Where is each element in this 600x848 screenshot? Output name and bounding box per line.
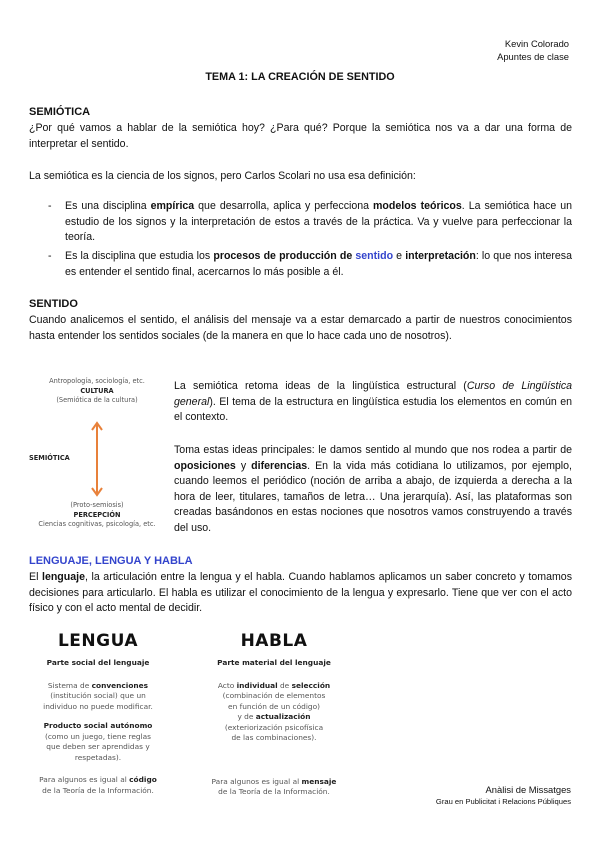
lengua-text: respetadas). (74, 752, 122, 762)
habla-desc-1 (199, 681, 349, 744)
bullet-bold: modelos teóricos (373, 200, 462, 212)
lengua-text: que deben ser aprendidas y (46, 742, 150, 751)
habla-text: Para algunos es igual al (211, 776, 302, 786)
lenguaje-text (29, 570, 572, 617)
structure-bold: diferencias (251, 459, 308, 472)
footer-degree: Grau en Publicitat i Relacions Públiques (435, 797, 571, 806)
structure-paragraph-1 (174, 379, 572, 426)
lengua-text: de la Teoría de la Información. (42, 785, 154, 795)
diagram-top-sub: (Semiótica de la cultura) (56, 396, 138, 404)
structure-paragraph-2 (174, 443, 572, 536)
diagram-bottom-sub: (Proto-semiosis) (70, 501, 124, 509)
bullet-text: Es la disciplina que estudia los (65, 250, 214, 262)
lengua-desc-1 (27, 681, 169, 713)
habla-column (199, 631, 349, 798)
bullet-text: e (393, 250, 406, 262)
habla-bold: actualización (255, 712, 311, 721)
lengua-bold: código (129, 775, 157, 784)
lengua-text: (institución social) que un (50, 691, 146, 700)
bullet-dash: - (48, 200, 52, 212)
sentido-text: Cuando analicemos el sentido, el análisis del mensaje va a estar demarcado a partir de nuestros conocimientos hasta entender los sentidos sociales (de la manera en que lo hace cada uno de nosotros). (29, 314, 572, 342)
double-arrow-icon (90, 421, 104, 497)
lengua-text: Para algunos es igual al (39, 775, 130, 784)
diagram-top-label: CULTURA (80, 386, 114, 395)
lengua-text: individuo no puede modificar. (43, 701, 153, 711)
habla-subtitle: Parte material del lenguaje (217, 658, 331, 667)
structure-text: Toma estas ideas principales: le damos sentido al mundo que nos rodea a partir de (174, 444, 572, 456)
semiotica-definition: La semiótica es la ciencia de los signos, pero Carlos Scolari no usa esa definición: (29, 170, 416, 182)
habla-title: HABLA (240, 631, 308, 651)
sentido-heading: SENTIDO (29, 298, 78, 310)
lengua-bold: Producto social autónomo (43, 721, 153, 730)
diagram-bottom-disciplines: Ciencias cognitivas, psicología, etc. (38, 520, 156, 528)
bullet-dash: - (48, 250, 52, 262)
diagram-bottom-label: PERCEPCIÓN (73, 510, 121, 519)
lengua-column (27, 631, 169, 796)
lengua-title: LENGUA (57, 631, 139, 651)
bullet-bold-highlight: sentido (355, 250, 394, 262)
habla-text: Acto (217, 680, 237, 690)
lenguaje-part: , la articulación entre la lengua y el habla. Cuando hablamos aplicamos un saber concreto y tomamos decisiones para articularlo. El habla es utilizar el conocimiento de la lengua y expresarlo. Tiene que ver con el acto físico y con el acto mental de decidir. (29, 571, 572, 614)
lengua-desc-2 (27, 721, 169, 763)
bullet-bold: procesos de producción de (213, 250, 356, 262)
structure-italic: Curso de Lingüística general (174, 380, 573, 408)
lenguaje-part: El (29, 571, 42, 583)
bullet-text: que desarrolla, aplica y perfecciona (194, 200, 374, 212)
bullet-bold: empírica (150, 200, 195, 212)
habla-text: en función de un código) (228, 701, 320, 711)
habla-text: de la Teoría de la Información. (218, 787, 330, 796)
lenguaje-bold: lenguaje (42, 571, 85, 583)
semiotica-heading: SEMIÓTICA (29, 106, 91, 118)
header-subtitle: Apuntes de clase (497, 51, 569, 62)
habla-bold: selección (291, 680, 331, 690)
structure-text: ). El tema de la estructura en lingüística estudia los elementos en común en el contexto. (174, 395, 572, 423)
habla-text: de las combinaciones). (231, 733, 317, 742)
lenguaje-heading: LENGUAJE, LENGUA Y HABLA (29, 555, 193, 567)
bullet-bold: interpretación (405, 250, 476, 262)
footer (311, 783, 571, 807)
diagram-top-disciplines: Antropología, sociología, etc. (49, 377, 145, 385)
habla-text: y de (237, 712, 256, 721)
lengua-bold: convenciones (91, 680, 149, 690)
structure-bold: oposiciones (174, 459, 236, 472)
semiotics-diagram (29, 377, 165, 537)
lengua-subtitle: Parte social del lenguaje (46, 658, 150, 667)
lengua-desc-3 (27, 775, 169, 796)
structure-text: La semiótica retoma ideas de la lingüística estructural ( (174, 380, 467, 392)
habla-text: (exteriorización psicofísica (224, 722, 324, 732)
page-title: TEMA 1: LA CREACIÓN DE SENTIDO (205, 71, 395, 83)
structure-text: . En la vida más cotidiana lo utilizamos, por ejemplo, cuando leemos el periódico (noción de arriba a abajo, de izquierda a derecha a la hora de leer, titulares, tamaños de letra… Una jerarquía). Así, las plataformas son creadas basándonos en estas nociones que nosotros vamos construyendo a través del uso. (174, 459, 572, 534)
habla-text: (combinación de elementos (222, 691, 326, 700)
header (369, 37, 569, 63)
bullet-item (65, 199, 572, 246)
bullet-item (65, 249, 572, 280)
structure-text: y (235, 459, 252, 472)
lengua-text: (como un juego, tiene reglas (44, 731, 152, 741)
habla-text: de (277, 680, 292, 690)
bullet-text: . La semiótica hace un estudio de los signos y la interpretación de estos a través de la práctica. Va y vuelve para perfeccionar la teoría. (65, 200, 572, 243)
diagram-center-label: SEMIÓTICA (29, 454, 70, 462)
semiotica-intro: ¿Por qué vamos a hablar de la semiótica hoy? ¿Para qué? Porque la semiótica nos va a dar una forma de interpretar el sentido. (29, 122, 572, 150)
lengua-text: Sistema de (47, 680, 92, 690)
footer-course: Anàlisi de Missatges (485, 784, 571, 795)
habla-bold: mensaje (301, 776, 337, 786)
bullet-text: : lo que nos interesa es entender el sentido final, acercarnos lo más posible a él. (65, 250, 572, 278)
bullet-text: Es una disciplina (65, 200, 151, 212)
header-author: Kevin Colorado (504, 38, 569, 49)
habla-bold: individual (236, 680, 278, 690)
